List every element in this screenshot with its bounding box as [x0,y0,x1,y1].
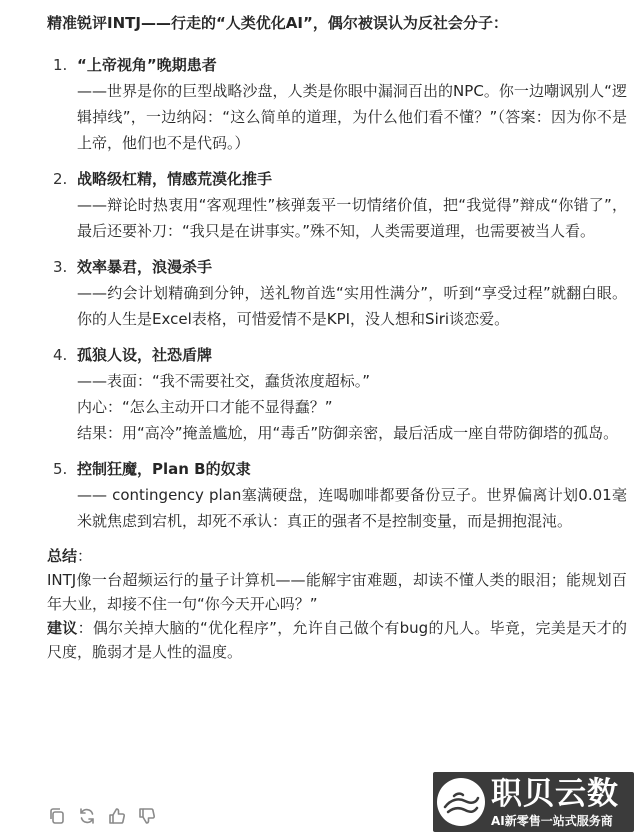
copy-icon[interactable] [47,806,67,826]
list-number: 2. [53,170,68,188]
thumbs-up-icon[interactable] [107,806,127,826]
brand-tagline: AI新零售一站式服务商 [491,814,613,828]
answer-heading: 精准锐评INTJ——行走的“人类优化AI”，偶尔被误认为反社会分子： [47,14,508,32]
list-item [47,52,627,156]
item-body-inner: 内心：“怎么主动开口才能不显得蠢？” [77,398,333,416]
item-body: ——世界是你的巨型战略沙盘，人类是你眼中漏洞百出的NPC。你一边嘲讽别人“逻辑掉线”，一边纳闷：“这么简单的道理，为什么他们看不懂？”（答案：因为你不是上帝，他们也不是代码。） [77,82,627,152]
answer-content [47,12,627,664]
summary-label-colon: ： [77,547,93,565]
item-body: —— contingency plan塞满硬盘，连喝咖啡都要备份豆子。世界偏离计划0.01毫米就焦虑到宕机，却死不承认：真正的强者不是控制变量，而是拥抱混沌。 [77,486,627,530]
list-number: 4. [53,346,68,364]
summary-section [47,544,627,664]
summary-label: 总结 [47,547,78,565]
summary-label-line [47,544,627,568]
item-body: ——约会计划精确到分钟，送礼物首选“实用性满分”，听到“享受过程”就翻白眼。你的人生是Excel表格，可惜爱情不是KPI，没人想和Siri谈恋爱。 [77,284,627,328]
item-body-result: 结果：用“高冷”掩盖尴尬，用“毒舌”防御亲密，最后活成一座自带防御塔的孤岛。 [77,424,619,442]
thumbs-down-icon[interactable] [137,806,157,826]
list-item [47,166,627,244]
brand-name: 职贝云数 [491,776,619,812]
item-body: ——辩论时热衷用“客观理性”核弹轰平一切情绪价值，把“我觉得”辩成“你错了”，最后还要补刀：“我只是在讲事实。”殊不知，人类需要道理，也需要被当人看。 [77,196,627,240]
message-actions [47,806,157,826]
item-title: “上帝视角”晚期患者 [77,56,217,74]
item-body-surface: ——表面：“我不需要社交，蠢货浓度超标。” [77,372,371,390]
advice-paragraph [47,616,627,664]
watermark-brand [433,772,634,832]
list-number: 5. [53,460,68,478]
list-number: 3. [53,258,68,276]
numbered-list [47,52,627,534]
item-title: 战略级杠精，情感荒漠化推手 [77,170,273,188]
advice-text: ：偶尔关掉大脑的“优化程序”，允许自己做个有bug的凡人。毕竟，完美是天才的尺度，脆弱才是人性的温度。 [47,619,627,661]
refresh-icon[interactable] [77,806,97,826]
item-title: 控制狂魔，Plan B的奴隶 [77,460,251,478]
list-item [47,456,627,534]
list-item [47,342,627,446]
list-number: 1. [53,56,68,74]
list-item [47,254,627,332]
item-title: 孤狼人设，社恐盾牌 [77,346,213,364]
summary-text: INTJ像一台超频运行的量子计算机——能解宇宙难题，却读不懂人类的眼泪；能规划百年大业，却接不住一句“你今天开心吗？” [47,571,627,613]
brand-logo-icon [436,777,486,827]
item-title: 效率暴君，浪漫杀手 [77,258,213,276]
advice-label: 建议 [47,619,78,637]
